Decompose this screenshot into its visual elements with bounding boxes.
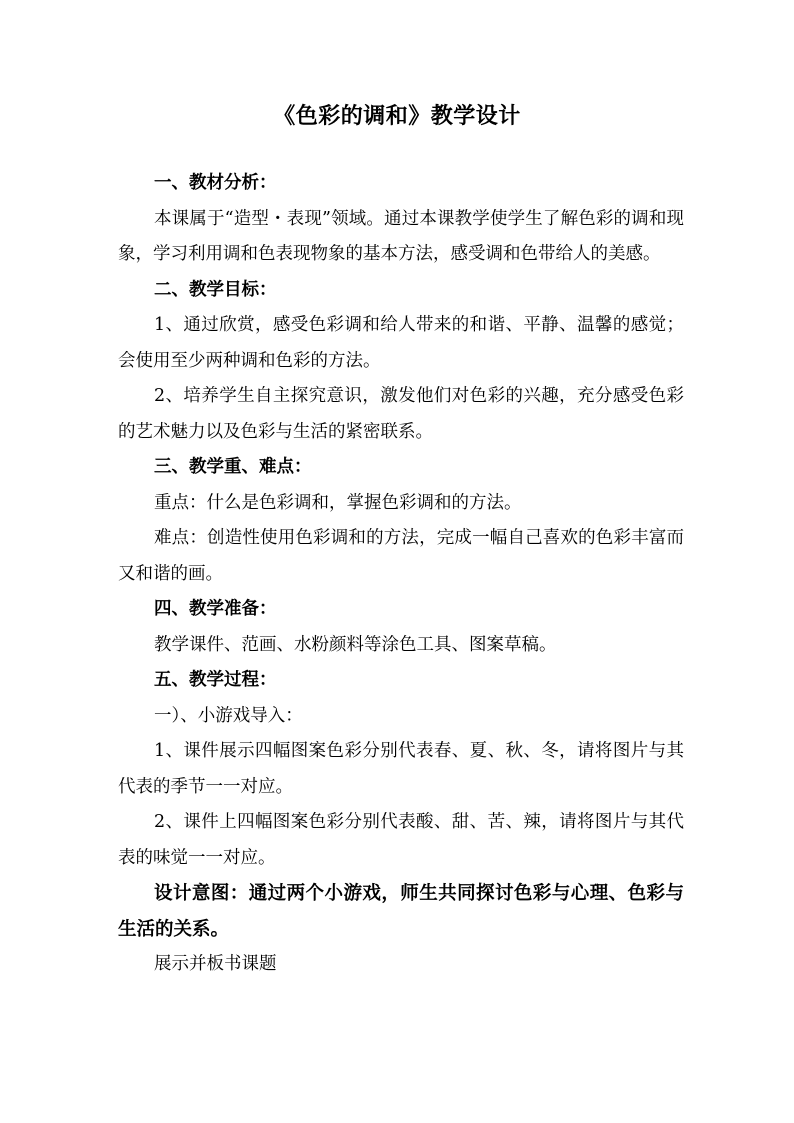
analysis-paragraph: 本课属于“造型・表现”领域。通过本课教学使学生了解色彩的调和现象，学习利用调和色表现物象的基本方法，感受调和色带给人的美感。 (118, 208, 684, 264)
document-title: 《色彩的调和》教学设计 (273, 103, 521, 129)
process-step-item-2: 2、课件上四幅图案色彩分别代表酸、甜、苦、辣，请将图片与其代表的味觉一一对应。 (118, 812, 684, 868)
section-heading-key-points: 三、教学重、难点： (154, 457, 312, 477)
process-closing-text: 展示并板书课题 (154, 954, 277, 974)
goal-item-2: 2、培养学生自主探究意识，激发他们对色彩的兴趣，充分感受色彩的艺术魅力以及色彩与生活的紧密联系。 (118, 386, 684, 442)
section-heading-preparation: 四、教学准备： (154, 599, 277, 619)
process-step-title: 一）、小游戏导入： (154, 705, 303, 726)
document-body (118, 166, 684, 983)
section-heading-goals: 二、教学目标： (154, 279, 277, 300)
process-step-item-1: 1、课件展示四幅图案色彩分别代表春、夏、秋、冬，请将图片与其代表的季节一一对应。 (118, 741, 684, 797)
section-heading-analysis: 一、教材分析： (154, 173, 277, 193)
key-point-text: 重点：什么是色彩调和，掌握色彩调和的方法。 (154, 492, 522, 513)
difficult-point-text: 难点：创造性使用色彩调和的方法，完成一幅自己喜欢的色彩丰富而又和谐的画。 (118, 528, 684, 584)
section-heading-process: 五、教学过程： (154, 670, 277, 690)
goal-item-1: 1、通过欣赏，感受色彩调和给人带来的和谐、平静、温馨的感觉；会使用至少两种调和色彩的方法。 (118, 315, 684, 371)
preparation-text: 教学课件、范画、水粉颜料等涂色工具、图案草稿。 (154, 634, 557, 655)
design-intent-text: 设计意图：通过两个小游戏，师生共同探讨色彩与心理、色彩与生活的关系。 (118, 883, 684, 940)
